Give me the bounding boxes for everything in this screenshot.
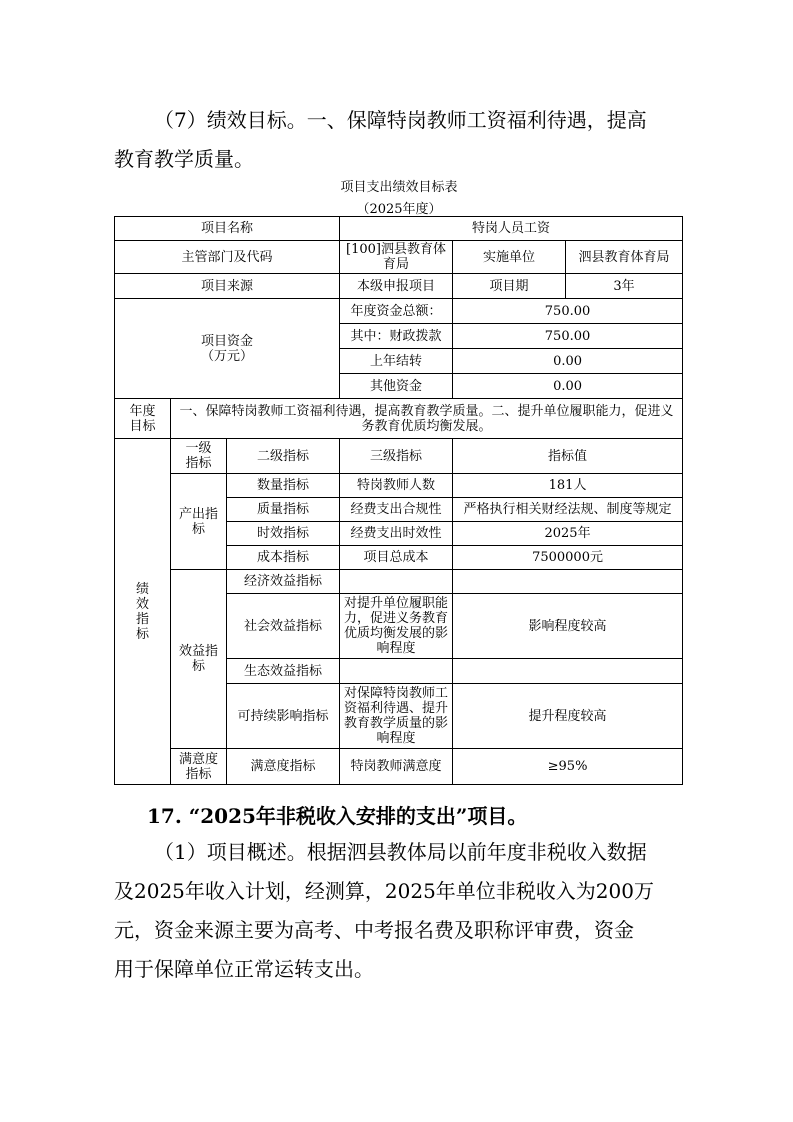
funds-carryover-value: 0.00 bbox=[453, 349, 683, 374]
output-l3: 经费支出时效性 bbox=[340, 522, 453, 546]
intro-line-1: （7）绩效目标。一、保障特岗教师工资福利待遇，提高 bbox=[154, 108, 647, 132]
satisfaction-indicators-label: 满意度 指标 bbox=[171, 749, 227, 785]
benefit-l3 bbox=[340, 570, 453, 594]
table-row bbox=[115, 570, 683, 594]
benefit-l3: 对提升单位履职能力，促进义务教育优质均衡发展的影响程度 bbox=[340, 594, 453, 659]
output-indicators-label: 产出指 标 bbox=[171, 474, 227, 570]
output-l2: 时效指标 bbox=[227, 522, 340, 546]
benefit-indicators-label: 效益指 标 bbox=[171, 570, 227, 749]
table-row bbox=[115, 399, 683, 439]
source-label: 项目来源 bbox=[115, 274, 340, 299]
table-row bbox=[115, 217, 683, 241]
project-name: 特岗人员工资 bbox=[340, 217, 683, 241]
benefit-value bbox=[453, 659, 683, 684]
output-l2: 成本指标 bbox=[227, 546, 340, 570]
section-line-4: 用于保障单位正常运转支出。 bbox=[114, 957, 374, 981]
output-value: 严格执行相关财经法规、制度等规定 bbox=[453, 498, 683, 522]
benefit-value: 影响程度较高 bbox=[453, 594, 683, 659]
header-value: 指标值 bbox=[453, 439, 683, 474]
period-label: 项目期 bbox=[453, 274, 566, 299]
table-year: （2025年度） bbox=[356, 202, 442, 217]
table-row bbox=[115, 749, 683, 785]
satisfaction-l3: 特岗教师满意度 bbox=[340, 749, 453, 785]
funds-fiscal-value: 750.00 bbox=[453, 324, 683, 349]
impl: 泗县教育体育局 bbox=[566, 241, 683, 274]
output-value: 181人 bbox=[453, 474, 683, 498]
output-l3: 项目总成本 bbox=[340, 546, 453, 570]
output-l3: 经费支出合规性 bbox=[340, 498, 453, 522]
benefit-l2: 生态效益指标 bbox=[227, 659, 340, 684]
output-l2: 质量指标 bbox=[227, 498, 340, 522]
table-row bbox=[115, 241, 683, 274]
funds-label: 项目资金 （万元） bbox=[115, 299, 340, 399]
benefit-l2: 经济效益指标 bbox=[227, 570, 340, 594]
funds-other-label: 其他资金 bbox=[340, 374, 453, 399]
benefit-l2: 社会效益指标 bbox=[227, 594, 340, 659]
source: 本级申报项目 bbox=[340, 274, 453, 299]
output-value: 7500000元 bbox=[453, 546, 683, 570]
section-heading: 17. “2025年非税收入安排的支出”项目。 bbox=[147, 804, 528, 828]
section-line-1: （1）项目概述。根据泗县教体局以前年度非税收入数据 bbox=[154, 840, 647, 864]
funds-other-value: 0.00 bbox=[453, 374, 683, 399]
dept: [100]泗县教育体育局 bbox=[340, 241, 453, 274]
output-value: 2025年 bbox=[453, 522, 683, 546]
header-level1: 一级 指标 bbox=[171, 439, 227, 474]
impl-label: 实施单位 bbox=[453, 241, 566, 274]
header-level2: 二级指标 bbox=[227, 439, 340, 474]
section-line-3: 元，资金来源主要为高考、中考报名费及职称评审费，资金 bbox=[114, 918, 634, 942]
output-l3: 特岗教师人数 bbox=[340, 474, 453, 498]
benefit-l3 bbox=[340, 659, 453, 684]
goal-label: 年度 目标 bbox=[115, 399, 171, 439]
satisfaction-l2: 满意度指标 bbox=[227, 749, 340, 785]
funds-total-value: 750.00 bbox=[453, 299, 683, 324]
benefit-l3: 对保障特岗教师工资福利待遇、提升教育教学质量的影响程度 bbox=[340, 684, 453, 749]
benefit-value bbox=[453, 570, 683, 594]
project-name-label: 项目名称 bbox=[115, 217, 340, 241]
dept-label: 主管部门及代码 bbox=[115, 241, 340, 274]
performance-indicators-label: 绩 效 指 标 bbox=[115, 439, 171, 785]
performance-target-table bbox=[114, 216, 683, 785]
table-row bbox=[115, 274, 683, 299]
funds-carryover-label: 上年结转 bbox=[340, 349, 453, 374]
table-row bbox=[115, 474, 683, 498]
output-l2: 数量指标 bbox=[227, 474, 340, 498]
benefit-value: 提升程度较高 bbox=[453, 684, 683, 749]
header-level3: 三级指标 bbox=[340, 439, 453, 474]
table-row bbox=[115, 299, 683, 324]
funds-total-label: 年度资金总额： bbox=[340, 299, 453, 324]
funds-fiscal-label: 其中：财政拨款 bbox=[340, 324, 453, 349]
benefit-l2: 可持续影响指标 bbox=[227, 684, 340, 749]
section-line-2: 及2025年收入计划，经测算，2025年单位非税收入为200万 bbox=[114, 879, 654, 903]
satisfaction-value: ≥95% bbox=[453, 749, 683, 785]
table-row bbox=[115, 439, 683, 474]
intro-line-2: 教育教学质量。 bbox=[114, 147, 254, 171]
table-title: 项目支出绩效目标表 bbox=[340, 180, 458, 195]
period: 3年 bbox=[566, 274, 683, 299]
goal-text: 一、保障特岗教师工资福利待遇，提高教育教学质量。二、提升单位履职能力，促进义务教育优质均衡发展。 bbox=[171, 399, 683, 439]
